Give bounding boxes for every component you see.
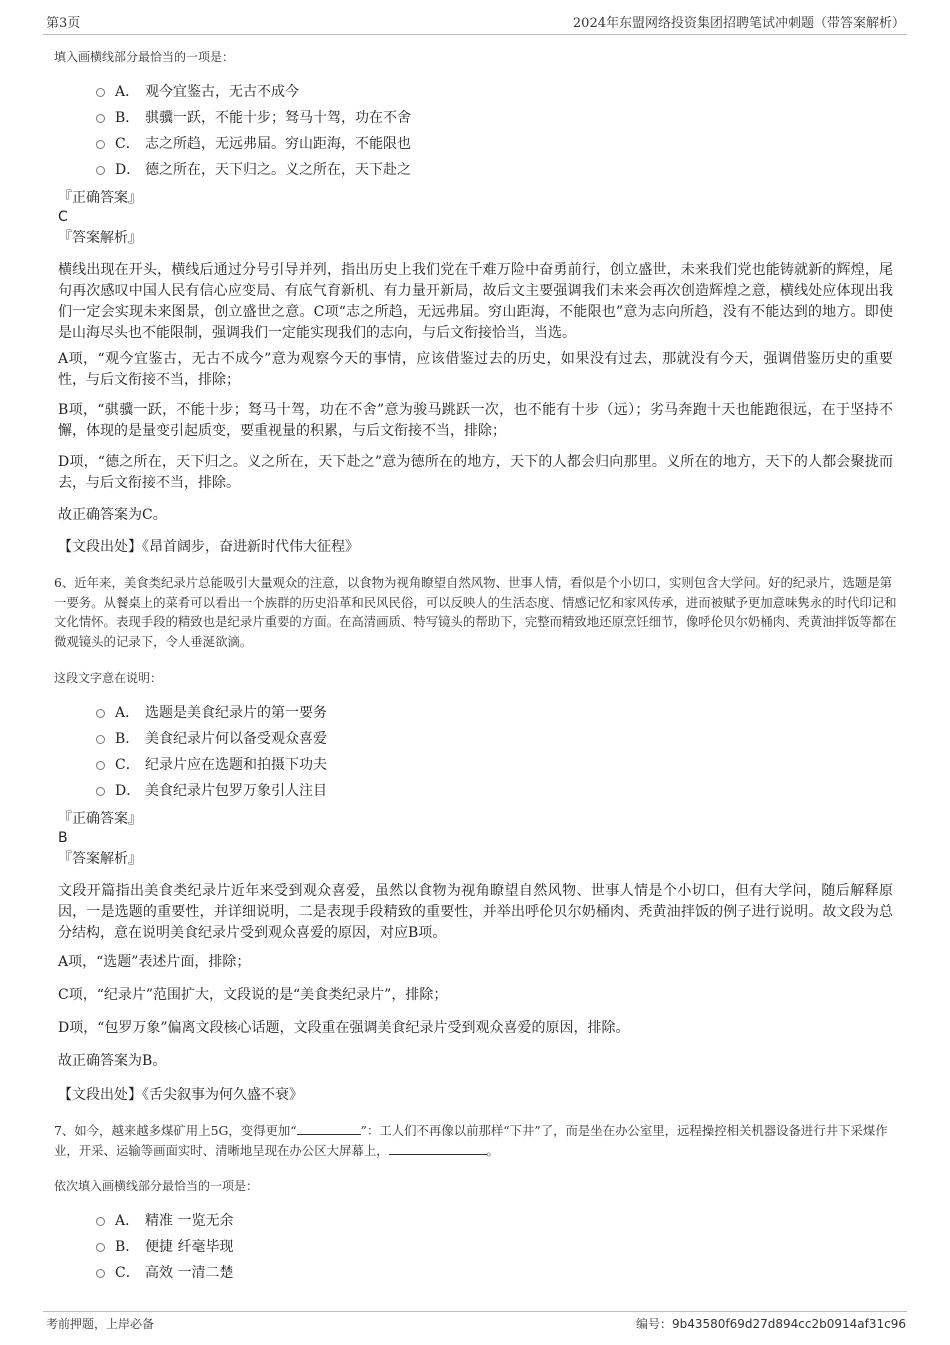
q5-analysis-main: 横线出现在开头，横线后通过分号引导并列，指出历史上我们党在千难万险中奋勇前行，创立盛世，未来我们党也能铸就新的辉煌，尾句再次感叹中国人民有信心应变局、有底气育新机、有力量开新局，故后文主要强调我们未来会再次创造辉煌之意，横线处应体现出我们一定会实现未来图景，创立盛世之意。C项“志之所趋，无远弗届。穷山距海，不能限也”意为志向所趋，没有不能达到的地方。即使是山海尽头也不能限制，强调我们一定能实现我们的志向，与后文衔接恰当，当选。 (58, 262, 893, 341)
q6-answer-label: 『正确答案』 (58, 811, 142, 827)
q6-analysis-a: A项，“选题”表述片面，排除； (58, 954, 251, 970)
q6-conclusion: 故正确答案为B。 (58, 1053, 167, 1069)
radio-icon[interactable] (96, 709, 105, 718)
q6-option-d[interactable]: D． 美食纪录片包罗万象引人注目 (96, 781, 327, 801)
q7-option-a[interactable]: A． 精准 一览无余 (96, 1211, 233, 1231)
radio-icon[interactable] (96, 1269, 105, 1278)
radio-icon[interactable] (96, 1243, 105, 1252)
footer-code: 编号：9b43580f69d27d894cc2b0914af31c96 (635, 1317, 906, 1331)
q6-option-a[interactable]: A． 选题是美食纪录片的第一要务 (96, 703, 327, 723)
q5-option-c[interactable]: C． 志之所趋，无远弗届。穷山距海，不能限也 (96, 134, 411, 154)
q7-prompt: 依次填入画横线部分最恰当的一项是： (54, 1179, 259, 1193)
q5-analysis-a: A项，“观今宜鉴古，无古不成今”意为观察今天的事情，应该借鉴过去的历史，如果没有过去，那就没有今天，强调借鉴历史的重要性，与后文衔接不当，排除； (58, 351, 893, 388)
document-title: 2024年东盟网络投资集团招聘笔试冲刺题（带答案解析） (572, 16, 905, 31)
q6-answer: B (58, 830, 68, 846)
q6-option-b[interactable]: B． 美食纪录片何以备受观众喜爱 (96, 729, 327, 749)
radio-icon[interactable] (96, 114, 105, 123)
radio-icon[interactable] (96, 1217, 105, 1226)
q6-prompt: 这段文字意在说明： (54, 671, 163, 685)
q5-option-a[interactable]: A． 观今宜鉴古，无古不成今 (96, 82, 299, 102)
q5-answer: C (58, 209, 68, 225)
q7-option-c[interactable]: C． 高效 一清二楚 (96, 1263, 233, 1283)
footer-slogan: 考前押题，上岸必备 (46, 1317, 155, 1331)
q6-analysis-label: 『答案解析』 (58, 851, 142, 867)
radio-icon[interactable] (96, 140, 105, 149)
header-divider (43, 34, 907, 35)
radio-icon[interactable] (96, 735, 105, 744)
radio-icon[interactable] (96, 787, 105, 796)
q5-analysis-b: B项，“骐骥一跃，不能十步；驽马十驾，功在不舍”意为骏马跳跃一次，也不能有十步（远）；劣马奔跑十天也能跑很远，在于坚持不懈，体现的是量变引起质变，要重视量的积累，与后文衔接不当，排除； (58, 402, 893, 439)
footer-divider (43, 1311, 907, 1312)
q6-source: 【文段出处】《舌尖叙事为何久盛不衰》 (58, 1087, 303, 1103)
q6-stem: 6、近年来，美食类纪录片总能吸引大量观众的注意，以食物为视角瞭望自然风物、世事人情，看似是个小切口，实则包含大学问。好的纪录片，选题是第一要务。从餐桌上的菜肴可以看出一个族群的历史沿革和民风民俗，可以反映人的生活态度、情感记忆和家风传承，进而被赋予更加意味隽永的时代印记和文化情怀。表现手段的精致也是纪录片重要的方面。在高清画质、特写镜头的帮助下，完整而精致地还原烹饪细节，像呼伦贝尔奶桶肉、秃黄油拌饭等都在微观镜头的记录下，令人垂涎欲滴。 (54, 575, 897, 649)
q6-analysis-c: C项，“纪录片”范围扩大，文段说的是“美食类纪录片”，排除； (58, 987, 448, 1003)
q5-answer-label: 『正确答案』 (58, 190, 142, 206)
q5-prompt: 填入画横线部分最恰当的一项是： (54, 50, 235, 64)
radio-icon[interactable] (96, 88, 105, 97)
q5-analysis-label: 『答案解析』 (58, 230, 142, 246)
radio-icon[interactable] (96, 166, 105, 175)
q6-analysis-d: D项，“包罗万象”偏离文段核心话题，文段重在强调美食纪录片受到观众喜爱的原因，排除。 (58, 1020, 630, 1036)
q5-analysis-d: D项，“德之所在，天下归之。义之所在，天下赴之”意为德所在的地方，天下的人都会归向那里。义所在的地方，天下的人都会聚拢而去，与后文衔接不当，排除。 (58, 454, 893, 491)
q5-conclusion: 故正确答案为C。 (58, 507, 167, 523)
q7-blank-2 (389, 1142, 487, 1155)
q5-option-d[interactable]: D． 德之所在，天下归之。义之所在，天下赴之 (96, 160, 411, 180)
q6-analysis-main: 文段开篇指出美食类纪录片近年来受到观众喜爱，虽然以食物为视角瞭望自然风物、世事人情是个小切口，但有大学问，随后解释原因，一是选题的重要性，并详细说明，二是表现手段精致的重要性，并举出呼伦贝尔奶桶肉、秃黄油拌饭的例子进行说明。故文段为总分结构，意在说明美食纪录片受到观众喜爱的原因，对应B项。 (58, 883, 893, 941)
page-number: 第3页 (46, 16, 81, 31)
q5-source: 【文段出处】《昂首阔步，奋进新时代伟大征程》 (58, 539, 359, 555)
radio-icon[interactable] (96, 761, 105, 770)
q5-option-b[interactable]: B． 骐骥一跃，不能十步；驽马十驾，功在不舍 (96, 108, 411, 128)
q7-option-b[interactable]: B． 便捷 纤毫毕现 (96, 1237, 233, 1257)
q7-blank-1 (297, 1122, 361, 1135)
q6-option-c[interactable]: C． 纪录片应在选题和拍摄下功夫 (96, 755, 327, 775)
q7-stem: 7、如今，越来越多煤矿用上5G，变得更加“ ”：工人们不再像以前那样“下井”了，而是坐在办公室里，远程操控相关机器设备进行井下采煤作业，开采、运输等画面实时、清晰地呈现在办公区大屏幕上， 。 (54, 1123, 888, 1158)
